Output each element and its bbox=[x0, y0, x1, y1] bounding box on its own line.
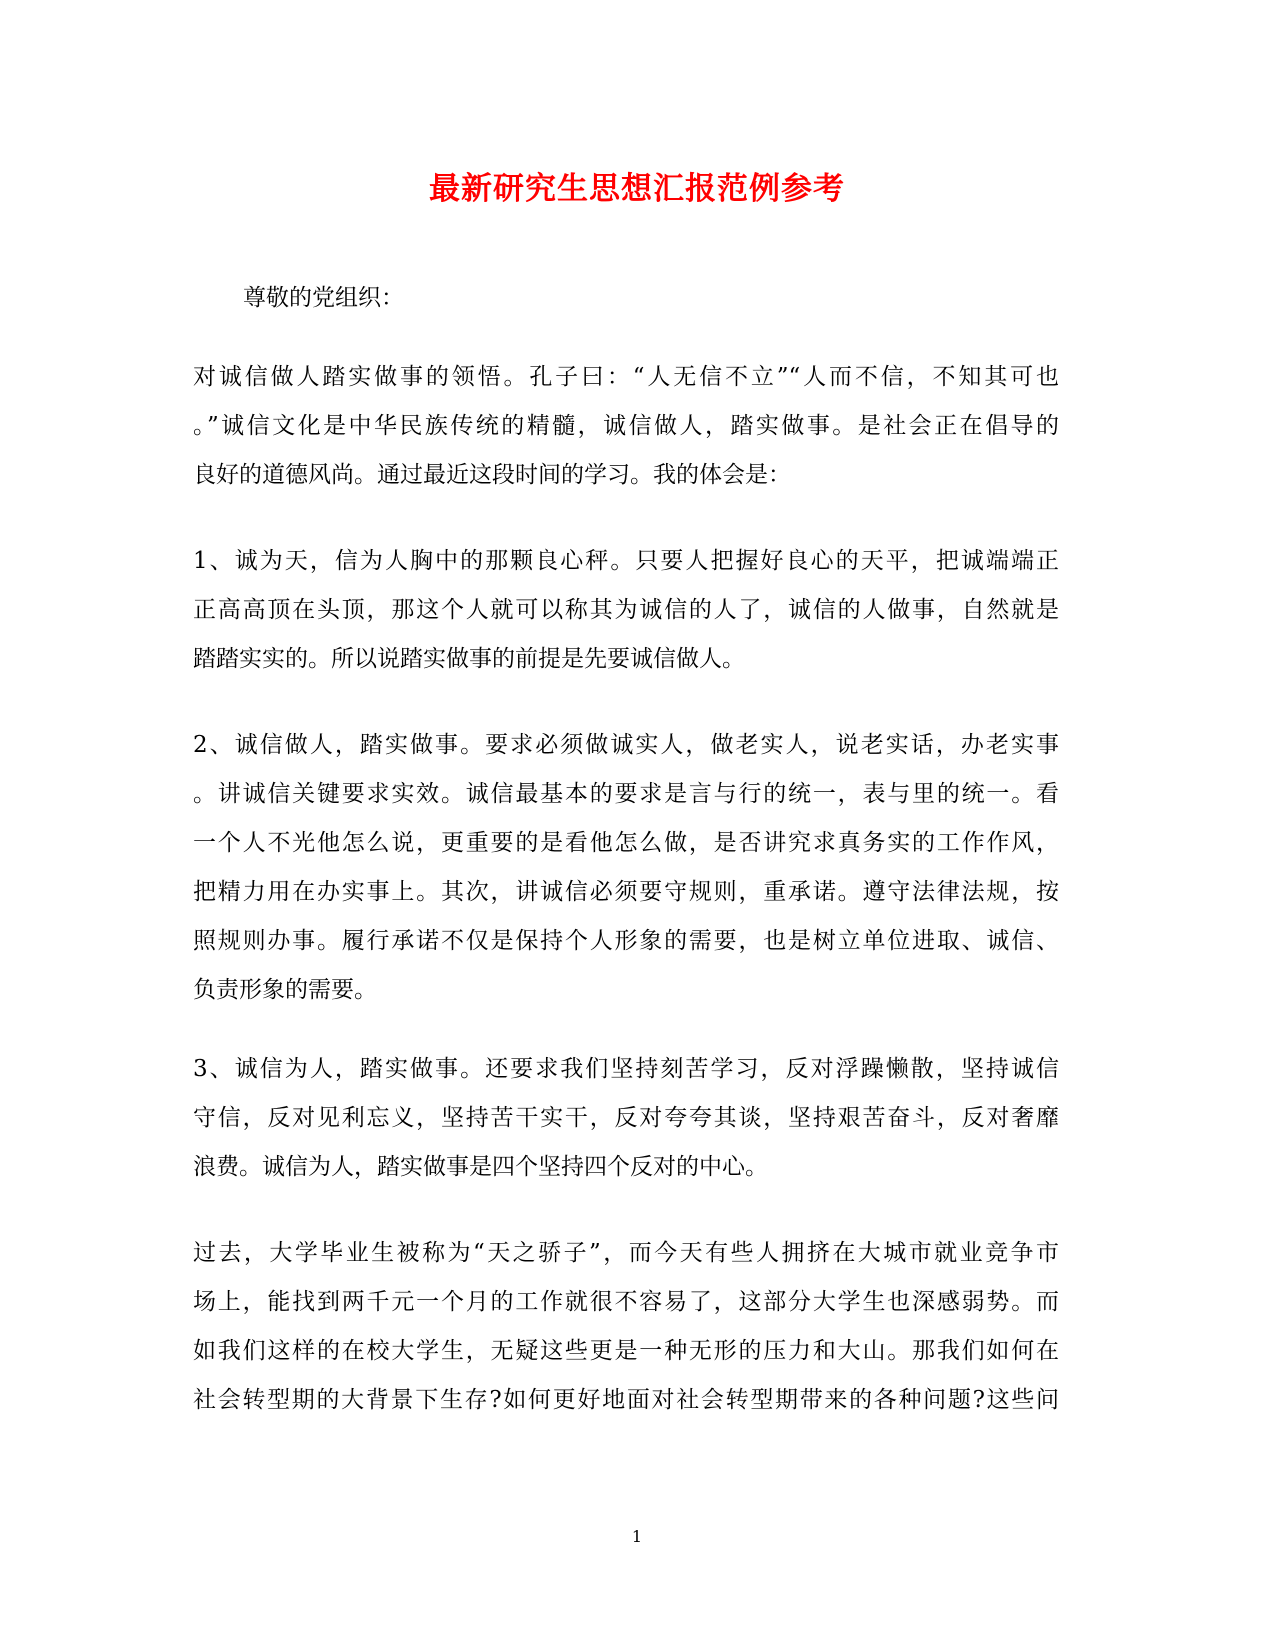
paragraph-line: 良好的道德风尚。通过最近这段时间的学习。我的体会是： bbox=[193, 462, 791, 488]
salutation: 尊敬的党组织： bbox=[243, 285, 404, 311]
paragraph-line: 浪费。诚信为人，踏实做事是四个坚持四个反对的中心。 bbox=[193, 1154, 768, 1180]
paragraph-line: 3、诚信为人，踏实做事。还要求我们坚持刻苦学习，反对浮躁懒散，坚持诚信 bbox=[193, 1056, 1059, 1082]
page-number: 1 bbox=[631, 1527, 643, 1546]
paragraph-line: 场上，能找到两千元一个月的工作就很不容易了，这部分大学生也深感弱势。而 bbox=[193, 1289, 1059, 1315]
paragraph-line: 。讲诚信关键要求实效。诚信最基本的要求是言与行的统一，表与里的统一。看 bbox=[193, 781, 1059, 807]
paragraph-line: 踏踏实实的。所以说踏实做事的前提是先要诚信做人。 bbox=[193, 646, 745, 672]
paragraph-line: 负责形象的需要。 bbox=[193, 977, 377, 1003]
paragraph-line: 过去，大学毕业生被称为“天之骄子”，而今天有些人拥挤在大城市就业竞争市 bbox=[193, 1240, 1059, 1266]
paragraph-line: 对诚信做人踏实做事的领悟。孔子曰：“人无信不立”“人而不信，不知其可也 bbox=[193, 364, 1059, 390]
paragraph-line: 把精力用在办实事上。其次，讲诚信必须要守规则，重承诺。遵守法律法规，按 bbox=[193, 879, 1059, 905]
paragraph-line: 正高高顶在头顶，那这个人就可以称其为诚信的人了，诚信的人做事，自然就是 bbox=[193, 597, 1059, 623]
paragraph-line: 2、诚信做人，踏实做事。要求必须做诚实人，做老实人，说老实话，办老实事 bbox=[193, 732, 1059, 758]
paragraph-line: 社会转型期的大背景下生存?如何更好地面对社会转型期带来的各种问题?这些问 bbox=[193, 1387, 1059, 1413]
paragraph-line: 。”诚信文化是中华民族传统的精髓，诚信做人，踏实做事。是社会正在倡导的 bbox=[193, 413, 1059, 439]
paragraph-point-3 bbox=[193, 1045, 1059, 1192]
paragraph-line: 如我们这样的在校大学生，无疑这些更是一种无形的压力和大山。那我们如何在 bbox=[193, 1338, 1059, 1364]
paragraph-line: 照规则办事。履行承诺不仅是保持个人形象的需要，也是树立单位进取、诚信、 bbox=[193, 928, 1059, 954]
paragraph-line: 一个人不光他怎么说，更重要的是看他怎么做，是否讲究求真务实的工作作风， bbox=[193, 830, 1059, 856]
document-title: 最新研究生思想汇报范例参考 bbox=[429, 171, 845, 207]
paragraph-point-2 bbox=[193, 721, 1059, 1015]
paragraph-intro bbox=[193, 353, 1059, 500]
paragraph-point-1 bbox=[193, 537, 1059, 684]
paragraph-line: 1、诚为天，信为人胸中的那颗良心秤。只要人把握好良心的天平，把诚端端正 bbox=[193, 548, 1059, 574]
paragraph-past bbox=[193, 1229, 1059, 1425]
paragraph-line: 守信，反对见利忘义，坚持苦干实干，反对夸夸其谈，坚持艰苦奋斗，反对奢靡 bbox=[193, 1105, 1059, 1131]
